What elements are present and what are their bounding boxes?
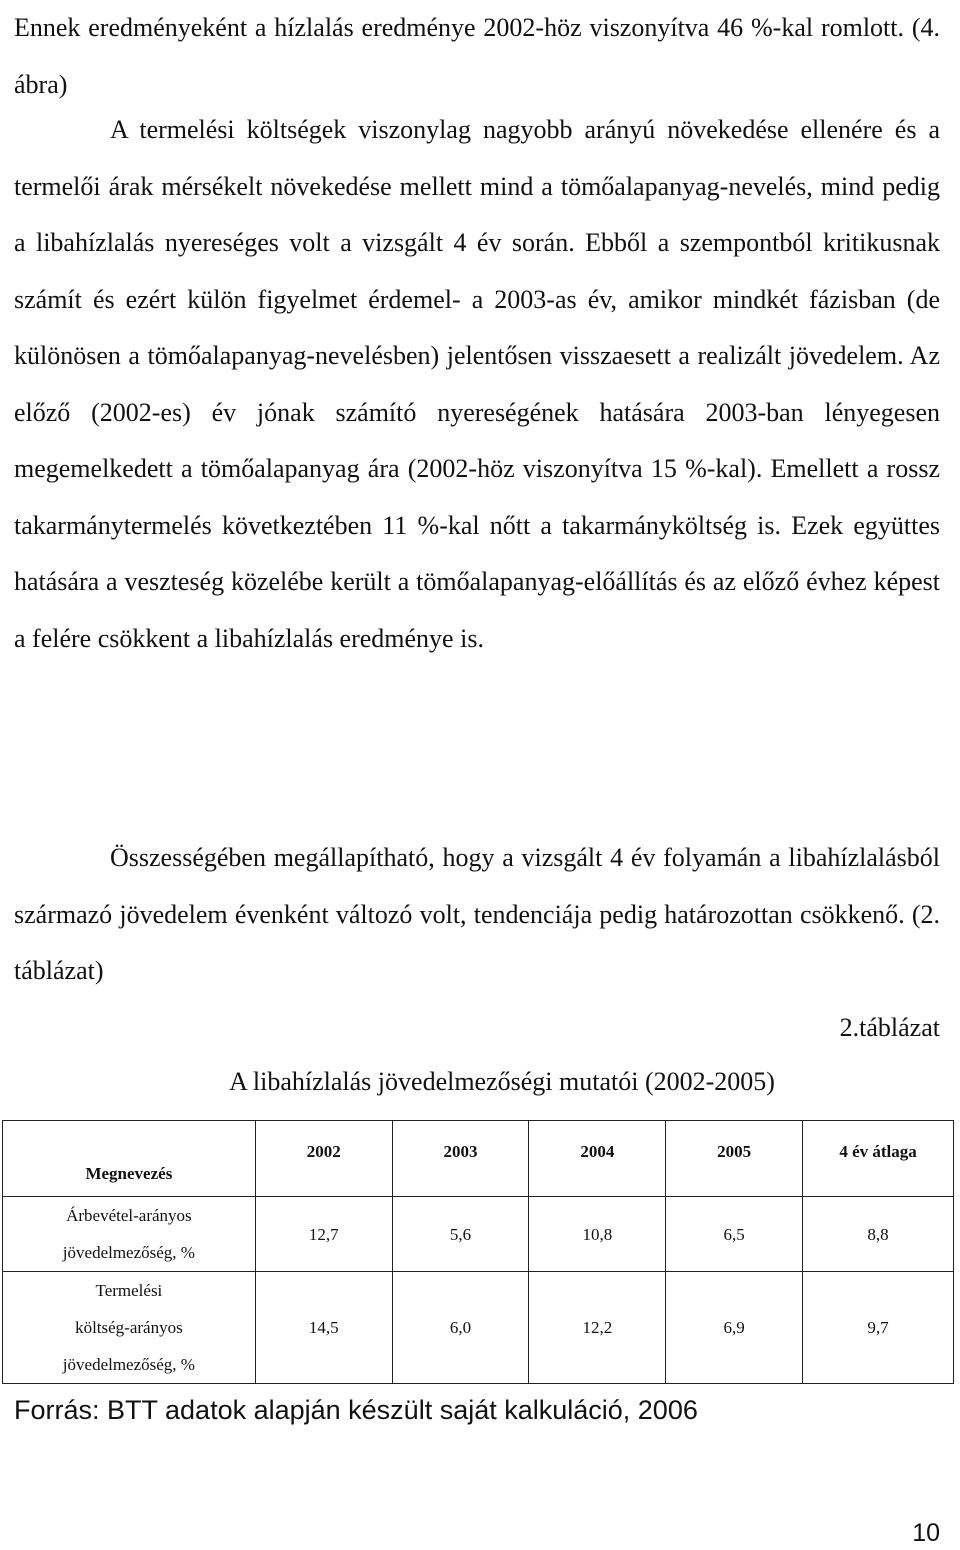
profitability-table [2, 1120, 954, 1384]
header-year: 2005 [666, 1121, 803, 1197]
row-label [3, 1272, 256, 1384]
row-label [3, 1197, 256, 1272]
table-row [3, 1272, 954, 1384]
table-number: 2.táblázat [839, 1013, 940, 1042]
row-label-line: Termelési [95, 1281, 163, 1300]
table-source: Forrás: BTT adatok alapján készült saját kalkuláció, 2006 [14, 1395, 698, 1425]
row-label-line: jövedelmezőség, % [62, 1355, 195, 1374]
header-average: 4 év átlaga [803, 1121, 954, 1197]
table-cell: 12,2 [529, 1272, 666, 1384]
paragraph-summary: Összességében megállapítható, hogy a vizsgált 4 év folyamán a libahízlalásból származó jövedelem évenként változó volt, tendenciája pedig határozottan csökkenő. (2. táblázat) [14, 843, 940, 985]
table-cell: 6,9 [666, 1272, 803, 1384]
header-year: 2003 [392, 1121, 529, 1197]
table-row [3, 1197, 954, 1272]
table-cell: 6,0 [392, 1272, 529, 1384]
paragraph-intro: Ennek eredményeként a hízlalás eredménye 2002-höz viszonyítva 46 %-kal romlott. (4. ábra) [14, 13, 940, 99]
paragraph-costs: A termelési költségek viszonylag nagyobb arányú növekedése ellenére és a termelői árak mérsékelt növekedése mellett mind a tömőalapanyag-nevelés, mind pedig a libahízlalás nyereséges volt a vizsgált 4 év során. Ebből a szempontból kritikusnak számít és ezért külön figyelmet érdemel- a 2003-as év, amikor mindkét fázisban (de különösen a tömőalapanyag-nevelésben) jelentősen visszaesett a realizált jövedelem. Az előző (2002-es) év jónak számító nyereségének hatására 2003-ban lényegesen megemelkedett a tömőalapanyag ára (2002-höz viszonyítva 15 %-kal). Emellett a rossz takarmánytermelés következtében 11 %-kal nőtt a takarmányköltség is. Ezek együttes hatására a veszteség közelébe került a tömőalapanyag-előállítás és az előző évhez képest a felére csökkent a libahízlalás eredménye is. [14, 115, 940, 653]
table-cell: 10,8 [529, 1197, 666, 1272]
page-number: 10 [912, 1519, 940, 1547]
header-name: Megnevezés [3, 1121, 256, 1197]
table-title: A libahízlalás jövedelmezőségi mutatói (2002-2005) [229, 1067, 775, 1096]
row-label-line: jövedelmezőség, % [62, 1243, 195, 1262]
table-cell: 8,8 [803, 1197, 954, 1272]
header-year: 2002 [255, 1121, 392, 1197]
table-header-row [3, 1121, 954, 1197]
header-year: 2004 [529, 1121, 666, 1197]
table-cell: 14,5 [255, 1272, 392, 1384]
table-cell: 6,5 [666, 1197, 803, 1272]
table-cell: 5,6 [392, 1197, 529, 1272]
row-label-line: Árbevétel-arányos [66, 1206, 192, 1225]
table-cell: 9,7 [803, 1272, 954, 1384]
table-cell: 12,7 [255, 1197, 392, 1272]
row-label-line: költség-arányos [75, 1318, 183, 1337]
